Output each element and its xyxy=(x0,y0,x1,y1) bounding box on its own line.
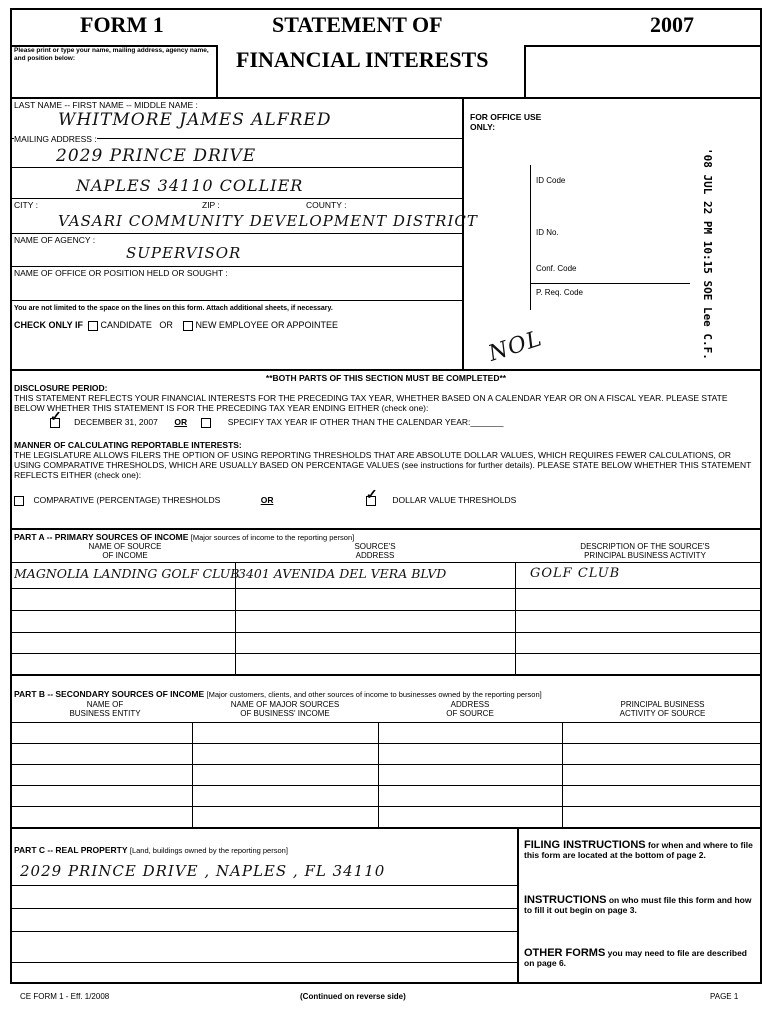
address-line1[interactable]: 2029 PRINCE DRIVE xyxy=(56,146,257,166)
filing-instructions xyxy=(524,840,754,860)
manner-heading: MANNER OF CALCULATING REPORTABLE INTERESTS: xyxy=(14,440,242,450)
id-no-label: ID No. xyxy=(536,228,559,237)
title-line2: FINANCIAL INTERESTS xyxy=(236,47,489,72)
form-year: 2007 xyxy=(650,12,694,37)
dec-31-checkbox[interactable] xyxy=(50,418,60,428)
comparative-checkbox[interactable] xyxy=(14,496,24,506)
inst-title: INSTRUCTIONS xyxy=(524,894,607,906)
name-value[interactable]: WHITMORE JAMES ALFRED xyxy=(58,110,332,130)
part-c-value[interactable]: 2029 PRINCE DRIVE , NAPLES , FL 34110 xyxy=(20,862,386,880)
part-a-row1-name[interactable]: MAGNOLIA LANDING GOLF CLUB xyxy=(14,566,240,581)
candidate-label: CANDIDATE xyxy=(100,320,152,330)
city-label: CITY : xyxy=(14,200,38,210)
inst-text: on who must file this form and how to fill it out begin on page 3. xyxy=(524,895,752,915)
or-label: OR xyxy=(159,320,173,330)
space-note: You are not limited to the space on the lines on this form. Attach additional sheets, if necessary. xyxy=(14,305,333,312)
part-b-col-address: ADDRESS OF SOURCE xyxy=(446,700,494,718)
conf-code-label: Conf. Code xyxy=(536,264,577,273)
other-year-label: SPECIFY TAX YEAR IF OTHER THAN THE CALENDAR YEAR:_______ xyxy=(227,417,504,427)
dollar-label: DOLLAR VALUE THRESHOLDS xyxy=(392,495,517,505)
dollar-checkbox[interactable] xyxy=(366,496,376,506)
other-year-checkbox[interactable] xyxy=(201,418,211,428)
comparative-label: COMPARATIVE (PERCENTAGE) THRESHOLDS xyxy=(33,495,221,505)
office-use-label: FOR OFFICE USE ONLY: xyxy=(470,112,542,132)
other-forms xyxy=(524,948,754,968)
id-code-label: ID Code xyxy=(536,176,566,185)
manner-text: THE LEGISLATURE ALLOWS FILERS THE OPTION OF USING REPORTING THRESHOLDS THAT ARE ABSOLUTE DOLLAR VALUES, WHICH REQUIRES FEWER CALCULATIONS, OR USING COMPARATIVE THRESHOLDS, WHICH ARE USUALLY BASED ON PERCENTAGE VALUES (see instructions for further details). PLEASE STATE BELOW WHETHER THIS STATEMENT REFLECTS EITHER (check one): xyxy=(14,450,752,480)
form-page xyxy=(10,0,762,1024)
period-heading: DISCLOSURE PERIOD: xyxy=(14,383,108,393)
title-line1: STATEMENT OF xyxy=(272,12,443,37)
filing-text: for when and where to file this form are located at the bottom of page 2. xyxy=(524,840,753,860)
position-value[interactable]: SUPERVISOR xyxy=(126,244,242,262)
part-a-heading: PART A -- PRIMARY SOURCES OF INCOME xyxy=(14,532,189,542)
footer-page: PAGE 1 xyxy=(710,992,739,1001)
period-text: THIS STATEMENT REFLECTS YOUR FINANCIAL INTERESTS FOR THE PRECEDING TAX YEAR, WHETHER BASED ON A CALENDAR YEAR OR ON A FISCAL YEAR. PLEASE STATE BELOW WHETHER THIS STATEMENT IS FOR THE PRECEDING TAX YEAR ENDING EITHER (check one): xyxy=(14,393,728,413)
handwritten-nol: NOL xyxy=(485,326,546,367)
period-or: OR xyxy=(174,417,188,427)
agency-value[interactable]: VASARI COMMUNITY DEVELOPMENT DISTRICT xyxy=(58,212,478,230)
agency-label: NAME OF AGENCY : xyxy=(14,235,96,245)
header-instruction: Please print or type your name, mailing address, agency name, and position below: xyxy=(14,47,209,62)
who-must-file xyxy=(524,895,754,915)
footer-form-id: CE FORM 1 - Eff. 1/2008 xyxy=(20,992,110,1001)
part-c-header xyxy=(14,845,288,856)
mailing-label: MAILING ADDRESS : xyxy=(14,134,97,144)
part-a-subheading: [Major sources of income to the reporting person] xyxy=(190,533,355,542)
part-b-subheading: [Major customers, clients, and other sources of income to businesses owned by the reporting person] xyxy=(206,690,542,699)
other-title: OTHER FORMS xyxy=(524,947,606,959)
part-a-row1-activity[interactable]: GOLF CLUB xyxy=(530,566,621,581)
filing-title: FILING INSTRUCTIONS xyxy=(524,839,646,851)
candidate-checkbox[interactable] xyxy=(88,321,98,331)
part-a-col-name: NAME OF SOURCE OF INCOME xyxy=(88,542,162,560)
stamp-text: '08 JUL 22 PM 10:15 SOE Lee C.F. xyxy=(701,148,714,360)
part-b-header xyxy=(14,689,542,700)
footer-continued: (Continued on reverse side) xyxy=(300,992,406,1001)
p-req-code-label: P. Req. Code xyxy=(536,288,583,297)
part-b-col-activity: PRINCIPAL BUSINESS ACTIVITY OF SOURCE xyxy=(619,700,706,718)
county-label: COUNTY : xyxy=(306,200,347,210)
name-label: LAST NAME -- FIRST NAME -- MIDDLE NAME : xyxy=(14,100,198,110)
part-a-col-activity: DESCRIPTION OF THE SOURCE'S PRINCIPAL BUSINESS ACTIVITY xyxy=(580,542,710,560)
part-b-col-entity: NAME OF BUSINESS ENTITY xyxy=(69,700,141,718)
manner-options xyxy=(14,495,516,506)
part-b-heading: PART B -- SECONDARY SOURCES OF INCOME xyxy=(14,689,205,699)
period-options xyxy=(50,417,504,428)
position-label: NAME OF OFFICE OR POSITION HELD OR SOUGHT : xyxy=(14,268,228,278)
new-employee-checkbox[interactable] xyxy=(183,321,193,331)
address-line2[interactable]: NAPLES 34110 COLLIER xyxy=(76,176,304,195)
other-text: you may need to file are described on page 6. xyxy=(524,948,747,968)
check-only-row xyxy=(14,320,338,331)
part-a-col-address: SOURCE'S ADDRESS xyxy=(354,542,396,560)
new-employee-label: NEW EMPLOYEE OR APPOINTEE xyxy=(195,320,338,330)
part-b-col-sources: NAME OF MAJOR SOURCES OF BUSINESS' INCOME xyxy=(230,700,340,718)
zip-label: ZIP : xyxy=(202,200,220,210)
part-a-row1-address[interactable]: 3401 AVENIDA DEL VERA BLVD xyxy=(238,566,447,581)
dec-31-label: DECEMBER 31, 2007 xyxy=(74,417,158,427)
both-parts-note: **BOTH PARTS OF THIS SECTION MUST BE COMPLETED** xyxy=(265,373,507,383)
form-number: FORM 1 xyxy=(80,12,164,37)
part-c-subheading: [Land, buildings owned by the reporting person] xyxy=(129,846,288,855)
check-only-label: CHECK ONLY IF xyxy=(14,320,84,330)
receipt-stamp xyxy=(701,148,724,360)
part-c-heading: PART C -- REAL PROPERTY xyxy=(14,845,128,855)
manner-or: OR xyxy=(260,495,274,505)
